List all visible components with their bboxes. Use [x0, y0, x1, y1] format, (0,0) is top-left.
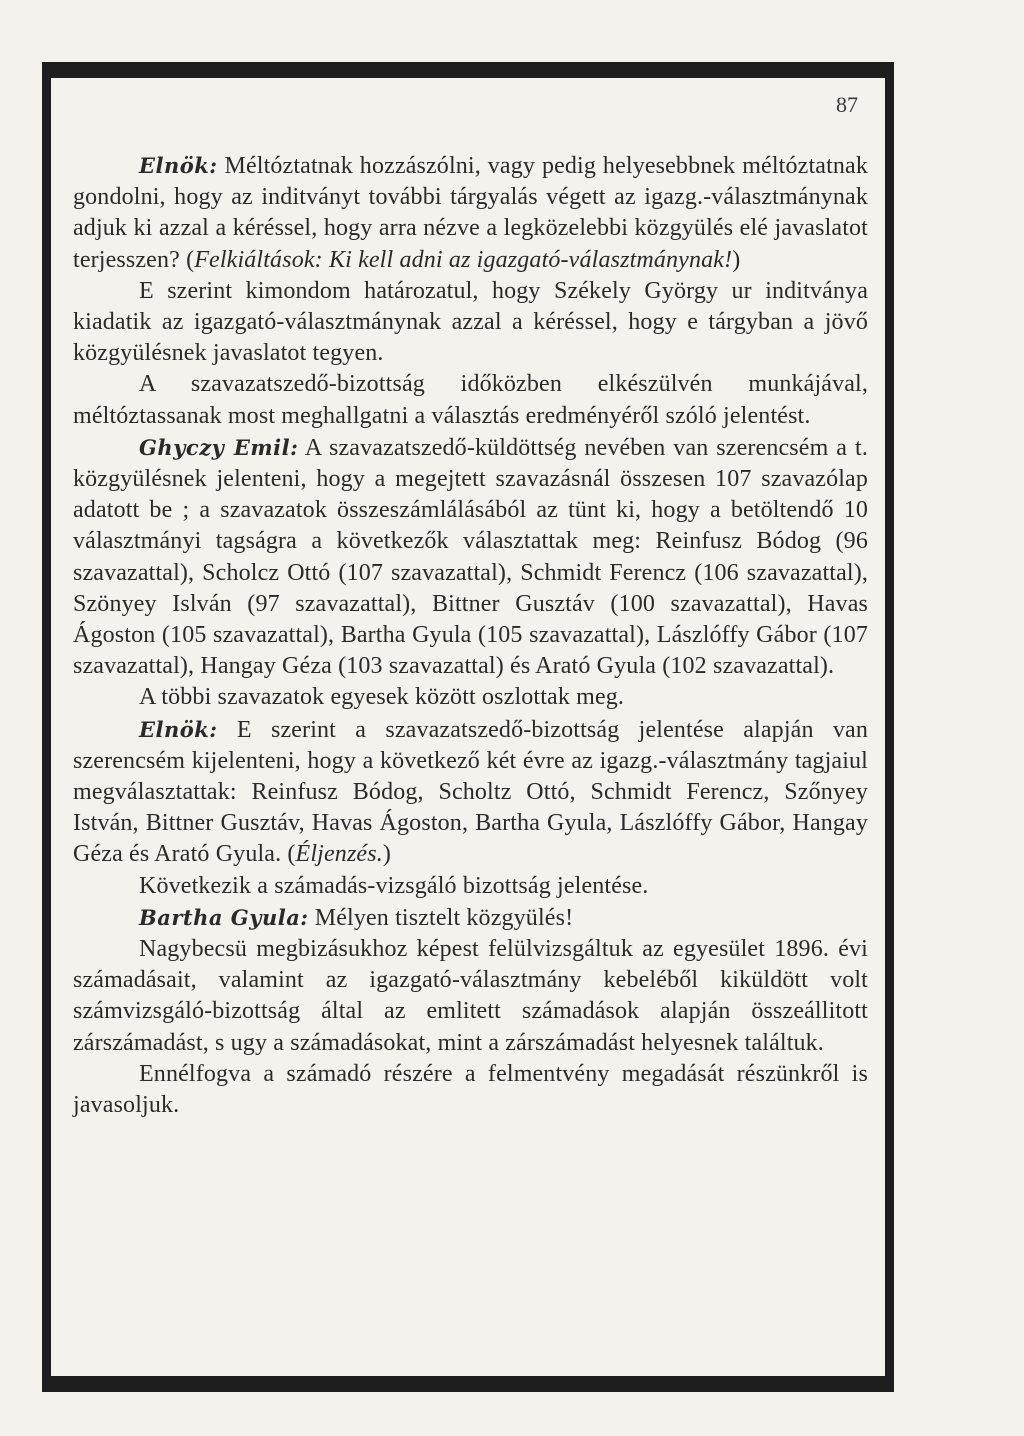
document-body — [73, 150, 868, 1121]
italic-remark: Éljenzés. — [295, 841, 383, 868]
paragraph-4 — [73, 432, 868, 683]
paragraph-text: Következik a számadás-vizsgáló bizottság jelentése. — [139, 872, 649, 899]
paragraph-text: E szerint kimondom határozatul, hogy Székely György ur inditványa kiadatik az igazgató-választmánynak azzal a kéréssel, hogy e tárgyban a jövő közgyülésnek javaslatot tegyen. — [73, 277, 868, 367]
paragraph-8 — [73, 902, 868, 934]
italic-remark: Felkiáltások: Ki kell adni az igazgató-választmánynak! — [194, 246, 733, 273]
paragraph-text: Méltóztatnak hozzászólni, vagy pedig helyesebbnek méltóztatnak gondolni, hogy az inditványt további tárgyalás végett az igazg.-választmánynak adjuk ki azzal a kéréssel, hogy arra nézve a legközelebbi közgyülés elé javaslatot terjesszen? ( — [73, 153, 868, 273]
paragraph-9 — [73, 934, 868, 1059]
speaker-name: Elnök: — [139, 716, 218, 742]
paragraph-text: A szavazatszedő-küldöttség nevében van szerencsém a t. közgyülésnek jelenteni, hogy a megejtett szavazásnál összesen 107 szavazólap adatott be ; a szavazatok összeszámlálásából az tünt ki, hogy a betöltendő 10 választmányi tagságra a következők választattak meg: Reinfusz Bódog (96 szavazattal), Scholcz Ottó (107 szavazattal), Schmidt Ferencz (106 szavazattal), Szönyey Islván (97 szavazattal), Bittner Gusztáv (100 szavazattal), Havas Ágoston (105 szavazattal), Bartha Gyula (105 szavazattal), Lászlóffy Gábor (107 szavazattal), Hangay Géza (103 szavazattal) és Arató Gyula (102 szavazattal). — [73, 434, 868, 680]
paragraph-text: Ennélfogva a számadó részére a felmentvény megadását részünkről is javasoljuk. — [73, 1060, 868, 1119]
paragraph-text: A többi szavazatok egyesek között oszlottak meg. — [139, 684, 625, 711]
paragraph-6 — [73, 714, 868, 871]
paragraph-text: A szavazatszedő-bizottság időközben elkészülvén munkájával, méltóztassanak most meghallgatni a választás eredményéről szóló jelentést. — [73, 371, 868, 429]
paragraph-1 — [73, 150, 868, 276]
paragraph-text: E szerint a szavazatszedő-bizottság jelentése alapján van szerencsém kijelenteni, hogy a következő két évre az igazg.-választmány tagjaiul megválasztattak: Reinfusz Bódog, Scholtz Ottó, Schmidt Ferencz, Szőnyey István, Bittner Gusztáv, Havas Ágoston, Bartha Gyula, Lászlóffy Gábor, Hangay Géza és Arató Gyula. ( — [73, 716, 868, 868]
paragraph-tail: ) — [382, 841, 392, 868]
paragraph-7 — [73, 871, 868, 902]
speaker-name: Bartha Gyula: — [139, 904, 309, 930]
paragraph-2 — [73, 276, 868, 370]
page-number: 87 — [836, 92, 858, 117]
paragraph-3 — [73, 369, 868, 431]
paragraph-text: Nagybecsü megbizásukhoz képest felülvizsgáltuk az egyesület 1896. évi számadásait, valamint az igazgató-választmány kebeléből kiküldött volt számvizsgáló-bizottság által az emlitett számadások alapján összeállitott zárszámadást, s ugy a számadásokat, mint a zárszámadást helyesnek találtuk. — [73, 936, 868, 1056]
paragraph-tail: ) — [732, 246, 741, 273]
speaker-name: Ghyczy Emil: — [139, 434, 299, 460]
paragraph-5 — [73, 682, 868, 713]
paragraph-text: Mélyen tisztelt közgyülés! — [308, 904, 574, 931]
speaker-name: Elnök: — [139, 153, 218, 178]
paragraph-10 — [73, 1059, 868, 1121]
